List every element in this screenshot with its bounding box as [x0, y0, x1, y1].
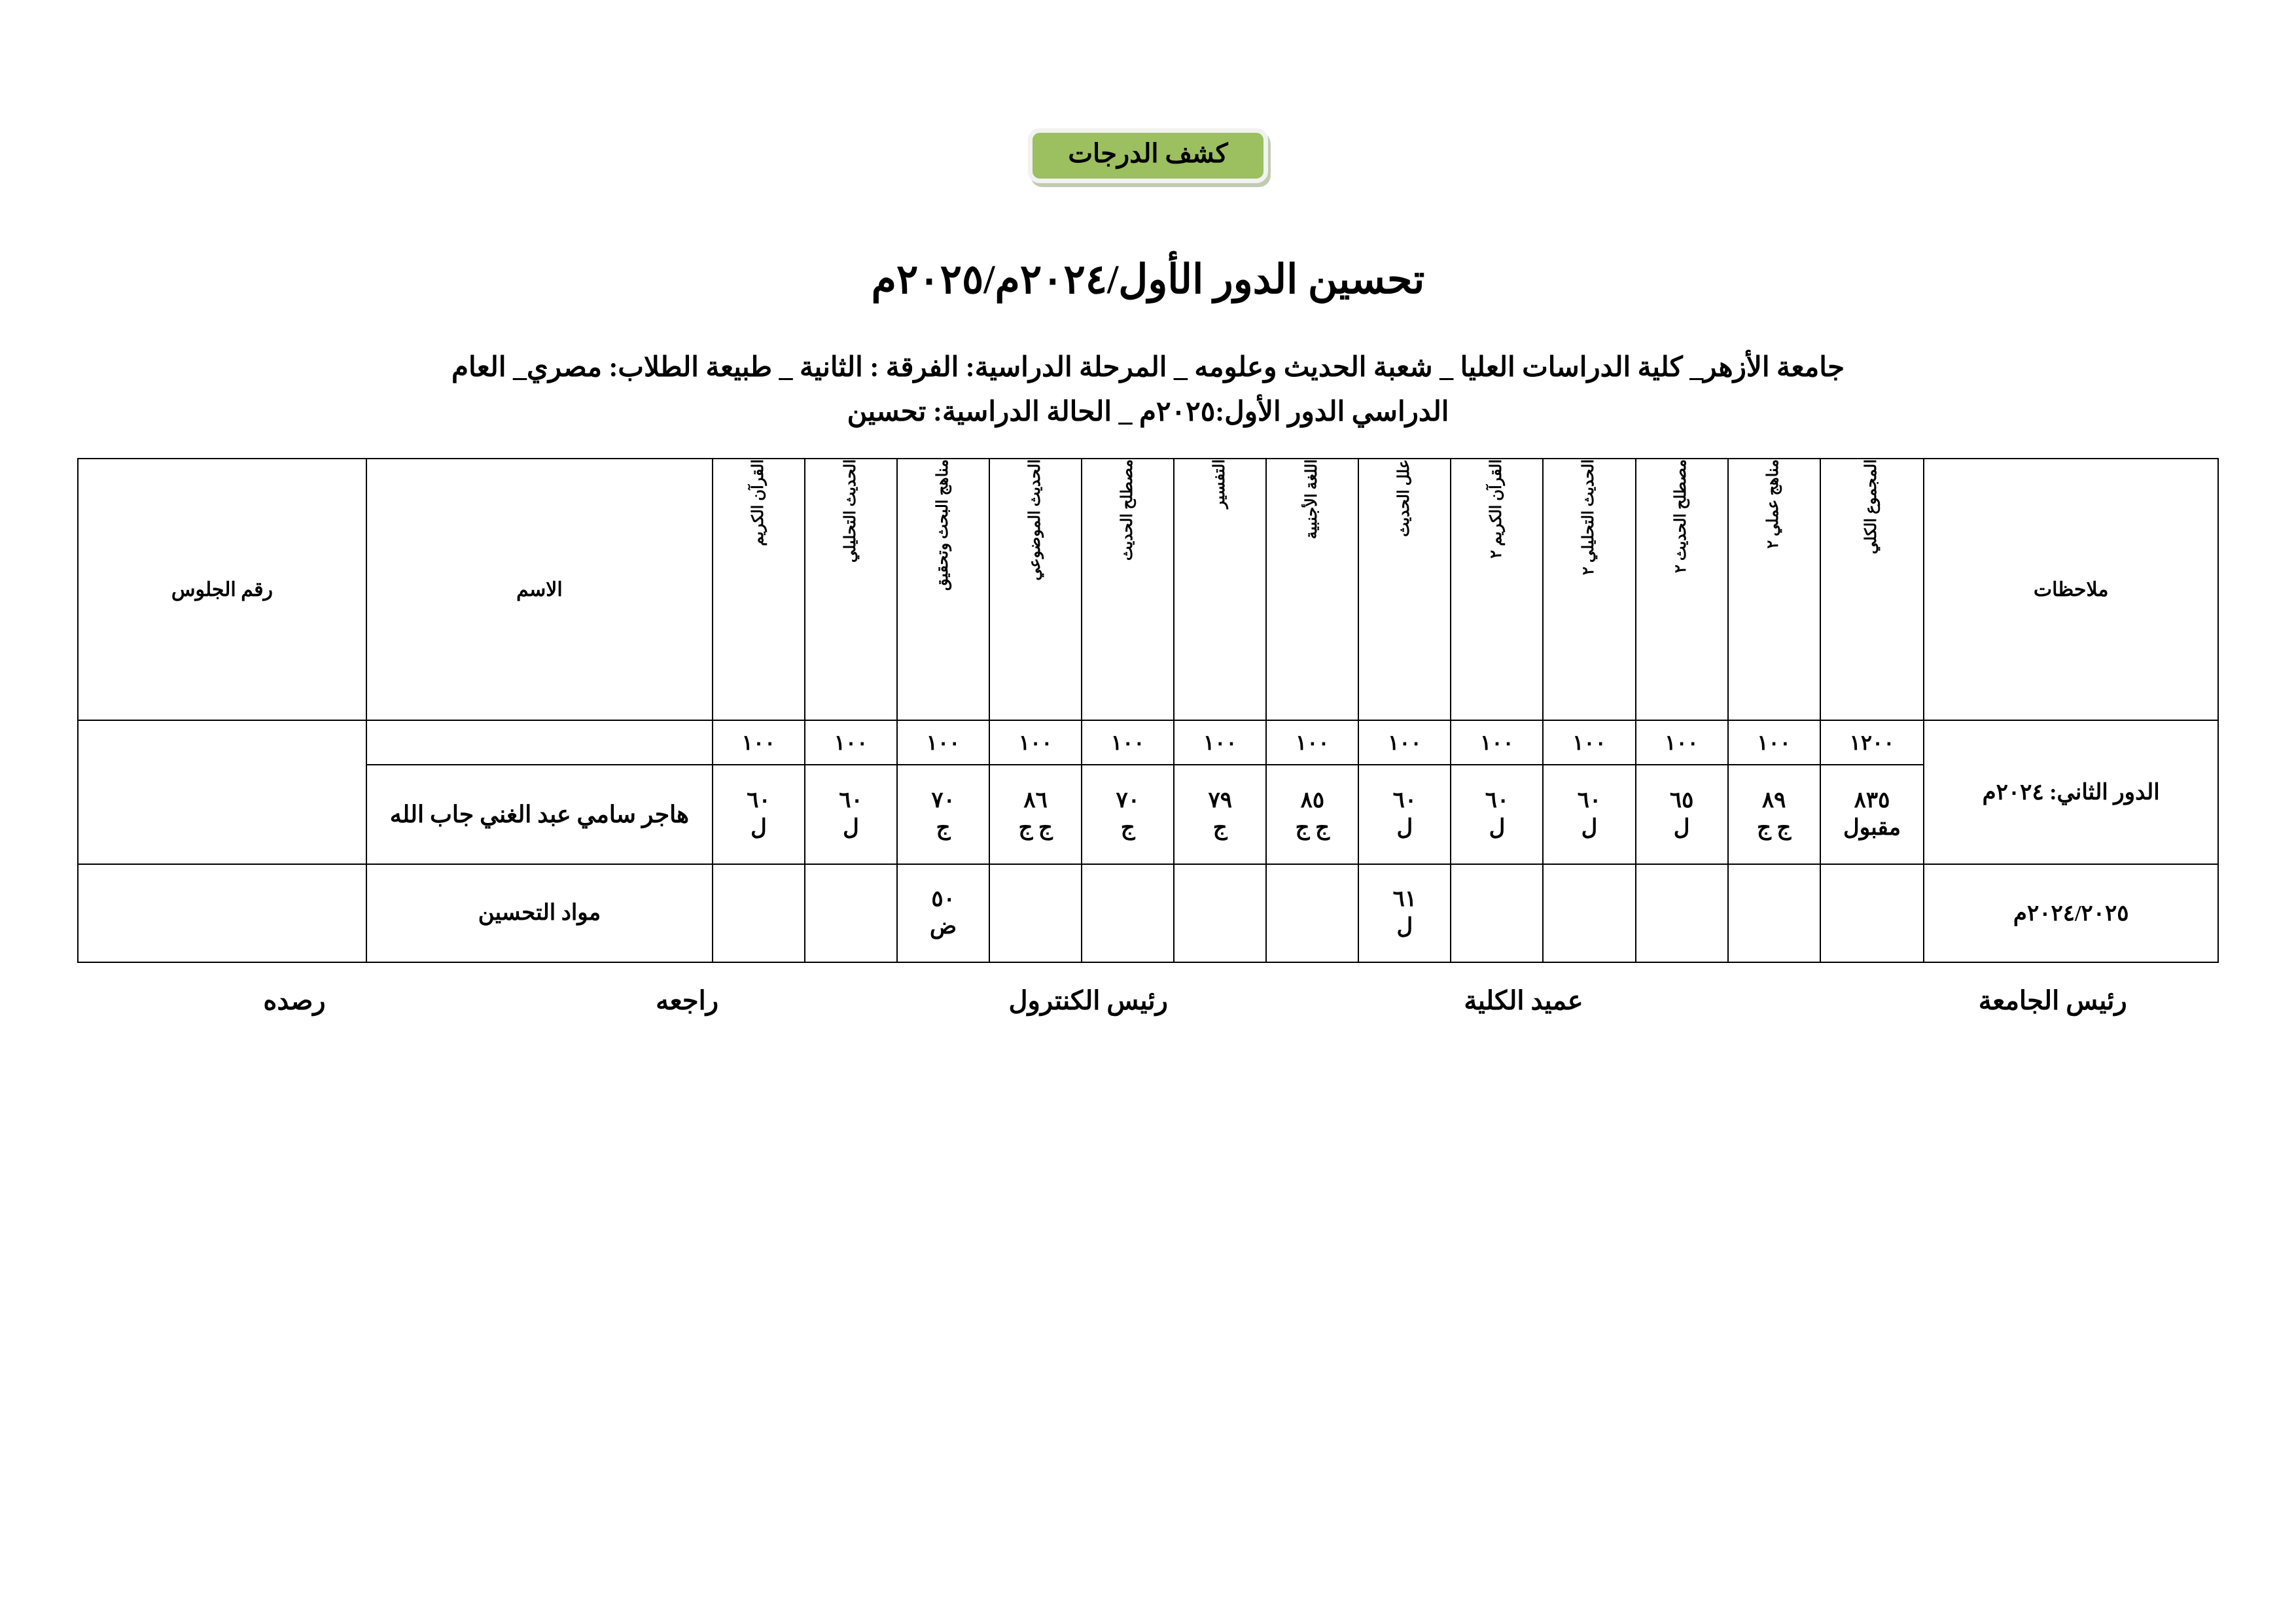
cell-max-11: ١٠٠	[713, 720, 805, 765]
cell-seat-number-student	[78, 720, 366, 864]
cell-score-0	[1728, 765, 1820, 864]
cell-score-4	[1358, 765, 1451, 864]
cell-score-10-number: ٦٠	[839, 788, 863, 812]
cell-improve-10	[805, 864, 897, 962]
cell-score-5-grade: ج ج	[1295, 816, 1330, 841]
cell-max-8: ١٠٠	[989, 720, 1082, 765]
column-header-subject-6-label: التفسير	[1210, 459, 1228, 509]
cell-improve-3	[1451, 864, 1543, 962]
grades-table	[77, 458, 2219, 963]
cell-max-0: ١٠٠	[1728, 720, 1820, 765]
cell-score-6	[1174, 765, 1266, 864]
column-header-subject-2	[1543, 459, 1635, 720]
cell-improvement-subjects-label: مواد التحسين	[366, 864, 713, 962]
cell-improve-5	[1266, 864, 1358, 962]
cell-score-6-grade: ج	[1212, 816, 1227, 841]
table-row	[78, 864, 2218, 962]
cell-max-6: ١٠٠	[1174, 720, 1266, 765]
signature-control-head: رئيس الكنترول	[1008, 986, 1168, 1016]
cell-improve-0	[1728, 864, 1820, 962]
cell-total-improve	[1820, 864, 1924, 962]
cell-total-score	[1820, 765, 1924, 864]
cell-improve-9-number: ٥٠	[931, 886, 955, 911]
cell-score-3-grade: ل	[1489, 816, 1506, 841]
column-header-subject-4	[1358, 459, 1451, 720]
cell-improve-4-number: ٦١	[1392, 886, 1417, 911]
cell-total-score-number: ٨٣٥	[1854, 788, 1890, 812]
signature-university-head: رئيس الجامعة	[1978, 986, 2127, 1016]
cell-total-max: ١٢٠٠	[1820, 720, 1924, 765]
column-header-subject-11	[713, 459, 805, 720]
cell-score-9-grade: ج	[936, 816, 951, 841]
cell-score-7-grade: ج	[1120, 816, 1135, 841]
cell-improve-7	[1082, 864, 1174, 962]
column-header-total-label: المجموع الكلي	[1863, 459, 1881, 555]
cell-score-8-grade: ج ج	[1018, 816, 1053, 841]
column-header-subject-2-label: الحديث التحليلي ٢	[1580, 459, 1598, 576]
cell-score-1	[1636, 765, 1728, 864]
cell-score-3	[1451, 765, 1543, 864]
table-header-row	[78, 459, 2218, 720]
grades-report-button[interactable]: كشف الدرجات	[1028, 128, 1267, 183]
cell-improve-8	[989, 864, 1082, 962]
column-header-subject-7-label: مصطلح الحديث	[1118, 459, 1136, 561]
column-header-subject-10-label: الحديث التحليلي	[841, 459, 859, 563]
cell-improve-4-grade: ل	[1396, 915, 1413, 939]
cell-score-0-grade: ج ج	[1756, 816, 1792, 841]
header-line-1: جامعة الأزهر_ كلية الدراسات العليا _ شعبة الحديث وعلومه _ المرحلة الدراسية: الفرقة : الثانية _ طبيعة الطلاب: مصري_ العام	[451, 353, 1845, 383]
cell-score-4-grade: ل	[1396, 816, 1413, 841]
column-header-subject-5-label: اللغة الأجنبية	[1303, 459, 1321, 540]
column-header-subject-8	[989, 459, 1082, 720]
column-header-subject-5	[1266, 459, 1358, 720]
grades-table-container	[0, 458, 2296, 963]
cell-max-7: ١٠٠	[1082, 720, 1174, 765]
cell-improve-1	[1636, 864, 1728, 962]
table-row	[78, 720, 2218, 765]
column-header-notes: ملاحظات	[1924, 459, 2218, 720]
cell-total-score-grade: مقبول	[1843, 816, 1901, 841]
cell-score-1-grade: ل	[1673, 816, 1690, 841]
column-header-subject-1-label: مصطلح الحديث ٢	[1672, 459, 1690, 574]
header-line-2: الدراسي الدور الأول:٢٠٢٥م _ الحالة الدراسية: تحسين	[847, 397, 1449, 428]
column-header-subject-3-label: القرآن الكريم ٢	[1488, 459, 1506, 559]
signature-recorded-by: رصده	[263, 986, 326, 1016]
cell-improve-9	[897, 864, 989, 962]
cell-max-9: ١٠٠	[897, 720, 989, 765]
cell-score-4-number: ٦٠	[1392, 788, 1417, 812]
column-header-subject-6	[1174, 459, 1266, 720]
signature-reviewed-by: راجعه	[656, 986, 719, 1016]
cell-score-7	[1082, 765, 1174, 864]
column-header-subject-4-label: علل الحديث	[1396, 459, 1413, 537]
cell-score-6-number: ٧٩	[1208, 788, 1233, 812]
table-row	[78, 765, 2218, 864]
cell-score-9-number: ٧٠	[931, 788, 955, 812]
cell-score-11-grade: ل	[751, 816, 767, 841]
cell-improve-11	[713, 864, 805, 962]
column-header-subject-0	[1728, 459, 1820, 720]
cell-max-10: ١٠٠	[805, 720, 897, 765]
cell-max-4: ١٠٠	[1358, 720, 1451, 765]
column-header-subject-7	[1082, 459, 1174, 720]
column-header-total	[1820, 459, 1924, 720]
column-header-subject-9	[897, 459, 989, 720]
cell-score-5	[1266, 765, 1358, 864]
column-header-subject-10	[805, 459, 897, 720]
header-info	[0, 345, 2296, 434]
cell-improve-9-grade: ض	[930, 915, 957, 939]
cell-seat-number-improve	[78, 864, 366, 962]
cell-student-name: هاجر سامي عبد الغني جاب الله	[366, 765, 713, 864]
signature-faculty-dean: عميد الكلية	[1464, 986, 1583, 1016]
cell-score-10	[805, 765, 897, 864]
cell-score-9	[897, 765, 989, 864]
column-header-seat-number: رقم الجلوس	[78, 459, 366, 720]
column-header-subject-0-label: مناهج عملي ٢	[1765, 459, 1782, 549]
column-header-subject-8-label: الحديث الموضوعي	[1026, 459, 1044, 581]
cell-improve-6	[1174, 864, 1266, 962]
top-button-bar	[0, 0, 2296, 183]
column-header-subject-1	[1636, 459, 1728, 720]
cell-score-2-grade: ل	[1581, 816, 1598, 841]
cell-improve-2	[1543, 864, 1635, 962]
cell-notes-round2: الدور الثاني: ٢٠٢٤م	[1924, 720, 2218, 864]
cell-score-2-number: ٦٠	[1577, 788, 1602, 812]
cell-score-8-number: ٨٦	[1023, 788, 1048, 812]
column-header-subject-9-label: مناهج البحث وتحقيق	[934, 459, 951, 591]
cell-score-5-number: ٨٥	[1300, 788, 1325, 812]
cell-max-2: ١٠٠	[1543, 720, 1635, 765]
cell-max-1: ١٠٠	[1636, 720, 1728, 765]
cell-improve-4	[1358, 864, 1451, 962]
column-header-subject-11-label: القرآن الكريم	[749, 459, 767, 546]
cell-score-11	[713, 765, 805, 864]
signature-row	[0, 985, 2296, 1016]
cell-score-3-number: ٦٠	[1485, 788, 1510, 812]
column-header-subject-3	[1451, 459, 1543, 720]
cell-score-2	[1543, 765, 1635, 864]
cell-score-1-number: ٦٥	[1669, 788, 1694, 812]
cell-score-7-number: ٧٠	[1116, 788, 1140, 812]
cell-score-0-number: ٨٩	[1761, 788, 1786, 812]
cell-score-10-grade: ل	[843, 816, 859, 841]
cell-notes-improvement-year: ٢٠٢٤/٢٠٢٥م	[1924, 864, 2218, 962]
cell-score-11-number: ٦٠	[747, 788, 771, 812]
column-header-name: الاسم	[366, 459, 713, 720]
cell-max-5: ١٠٠	[1266, 720, 1358, 765]
cell-score-8	[989, 765, 1082, 864]
page-title: تحسين الدور الأول/٢٠٢٤م/٢٠٢٥م	[871, 258, 1425, 302]
cell-name-max	[366, 720, 713, 765]
cell-max-3: ١٠٠	[1451, 720, 1543, 765]
